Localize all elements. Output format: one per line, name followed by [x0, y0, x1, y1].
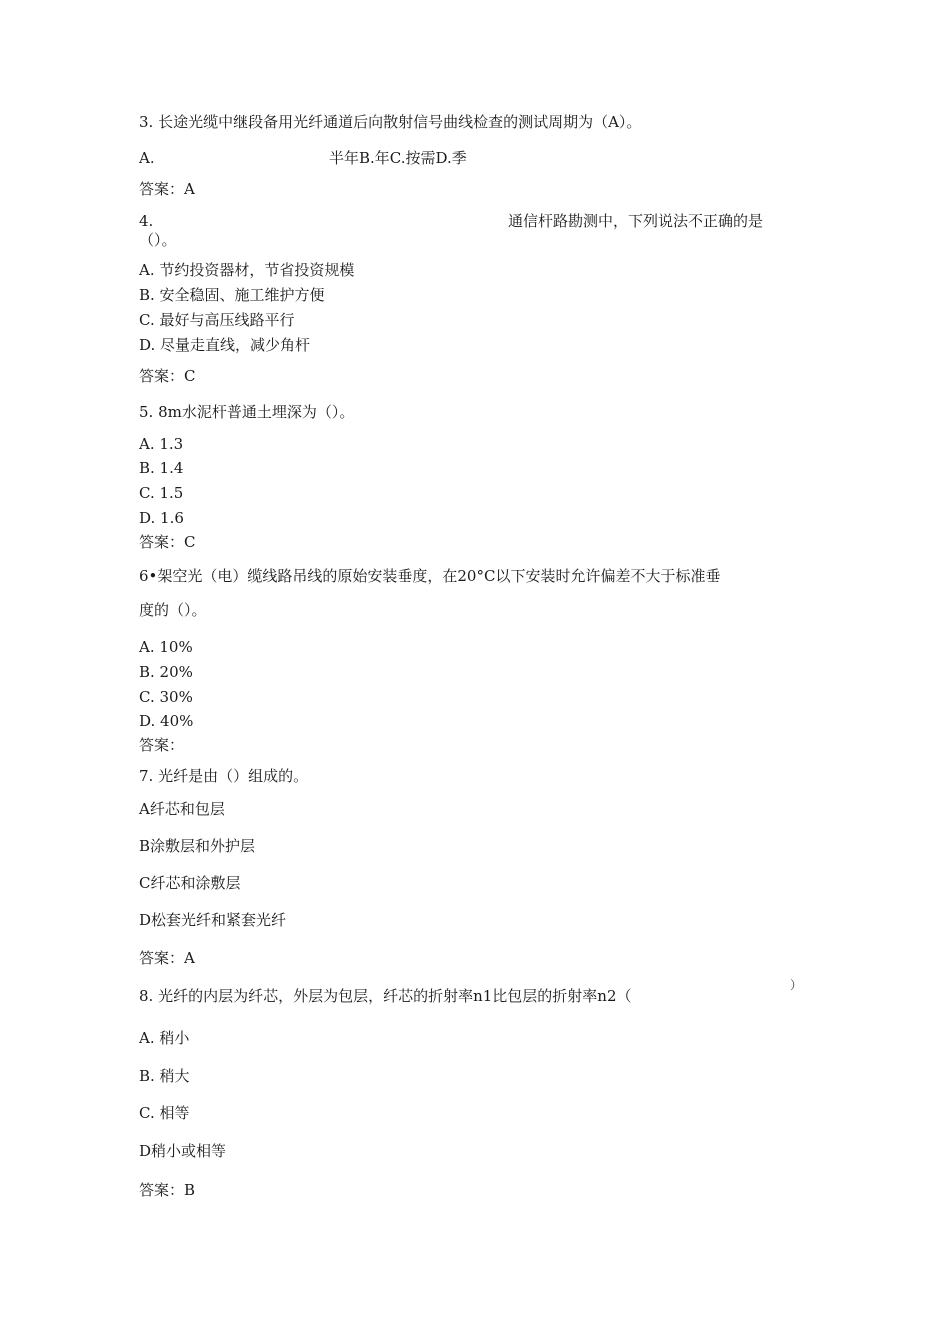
- question-8-trailing-bracket: ）: [790, 978, 803, 992]
- question-7-option-a: A纤芯和包层: [139, 800, 225, 818]
- question-7-option-c: C纤芯和涂敷层: [139, 874, 241, 892]
- question-4-option-a: A. 节约投资器材，节省投资规模: [139, 261, 355, 279]
- question-8-option-c: C. 相等: [139, 1104, 190, 1122]
- question-7-option-d: D松套光纤和紧套光纤: [139, 911, 287, 929]
- question-7-option-b: B涂敷层和外护层: [139, 837, 256, 855]
- question-5-option-b: B. 1.4: [139, 459, 184, 477]
- question-4-text-continued: （）。: [139, 231, 177, 249]
- question-5-answer: 答案：C: [139, 533, 196, 551]
- question-5-option-c: C. 1.5: [139, 484, 184, 502]
- question-3-text: 3. 长途光缆中继段备用光纤通道后向散射信号曲线检查的测试周期为（A）。: [139, 113, 642, 131]
- question-6-text-continued: 度的（）。: [139, 601, 207, 619]
- question-3-options: 半年B.年C.按需D.季: [329, 149, 467, 167]
- question-8-text: 8. 光纤的内层为纤芯，外层为包层，纤芯的折射率n1比包层的折射率n2（: [139, 987, 632, 1005]
- question-3-option-a-prefix: A.: [139, 149, 155, 167]
- question-8-answer: 答案：B: [139, 1181, 196, 1199]
- question-6-option-b: B. 20%: [139, 663, 193, 681]
- question-3-answer: 答案：A: [139, 180, 195, 198]
- question-7-answer: 答案：A: [139, 949, 195, 967]
- question-6-option-c: C. 30%: [139, 688, 193, 706]
- question-8-option-d: D稍小或相等: [139, 1142, 227, 1160]
- question-5-option-d: D. 1.6: [139, 509, 184, 527]
- question-6-text: 6•架空光（电）缆线路吊线的原始安装垂度，在20°C以下安装时允许偏差不大于标准垂: [139, 567, 721, 585]
- question-4-option-c: C. 最好与高压线路平行: [139, 311, 295, 329]
- question-5-option-a: A. 1.3: [139, 435, 184, 453]
- question-4-number: 4.: [139, 212, 154, 230]
- question-4-option-d: D. 尽量走直线，减少角杆: [139, 336, 311, 354]
- question-6-option-d: D. 40%: [139, 712, 194, 730]
- question-4-option-b: B. 安全稳固、施工维护方便: [139, 286, 325, 304]
- question-7-text: 7. 光纤是由（）组成的。: [139, 767, 309, 785]
- question-8-option-a: A. 稍小: [139, 1029, 190, 1047]
- question-8-option-b: B. 稍大: [139, 1067, 190, 1085]
- question-6-option-a: A. 10%: [139, 638, 193, 656]
- question-4-text: 通信杆路勘测中，下列说法不正确的是: [508, 212, 764, 230]
- question-6-answer: 答案：: [139, 736, 185, 754]
- question-5-text: 5. 8m水泥杆普通土埋深为（）。: [139, 403, 355, 421]
- question-4-answer: 答案：C: [139, 367, 196, 385]
